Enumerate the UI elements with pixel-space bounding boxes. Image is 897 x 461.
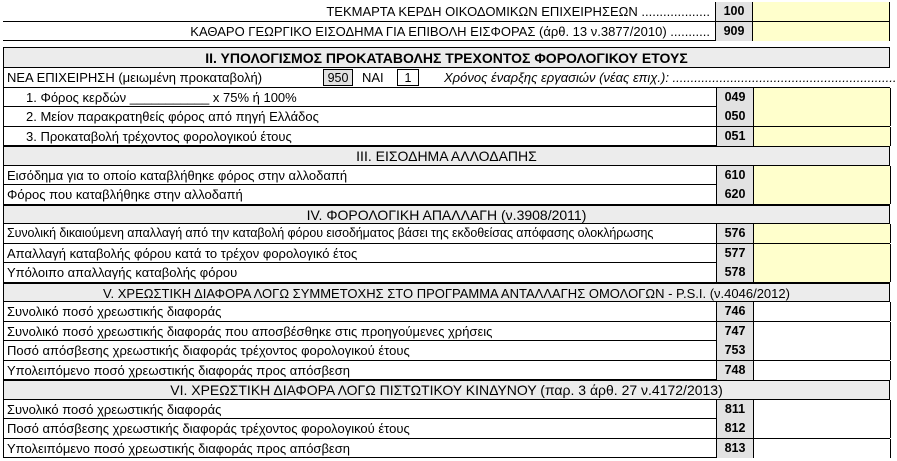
field-code: 753 (716, 341, 754, 360)
item-row-576 (3, 224, 890, 244)
field-code: 577 (716, 244, 754, 263)
row-label: Ποσό απόσβεσης χρεωστικής διαφοράς τρέχοντος φορολογικού έτους (7, 343, 410, 358)
amount-input-049[interactable] (754, 88, 891, 107)
field-code: 610 (716, 166, 754, 185)
item-row-812 (3, 419, 890, 439)
field-code: 620 (716, 185, 754, 204)
amount-input-578[interactable] (754, 263, 891, 282)
field-code: 747 (716, 322, 754, 341)
row-909 (3, 22, 890, 42)
section-title: VI. ΧΡΕΩΣΤΙΚΗ ΔΙΑΦΟΡΑ ΛΟΓΩ ΠΙΣΤΩΤΙΚΟΥ ΚΙΝΔΥΝΟΥ (παρ. 3 άρθ. 27 ν.4172/2013) (170, 382, 723, 398)
start-date-label: Χρόνος έναρξης εργασιών (νέας επιχ.): .............................................................. (444, 70, 897, 85)
row-label: Συνολικό ποσό χρεωστικής διαφοράς (7, 304, 222, 319)
amount-input-813[interactable] (754, 439, 891, 458)
field-code: 578 (716, 263, 754, 282)
row-label: ΚΑΘΑΡΟ ΓΕΩΡΓΙΚΟ ΕΙΣΟΔΗΜΑ ΓΙΑ ΕΠΙΒΟΛΗ ΕΙΣΦΟΡΑΣ (άρθ. 13 ν.3877/2010) ........... (190, 23, 710, 39)
item-row-610 (3, 166, 890, 186)
field-code: 748 (716, 361, 754, 380)
new-business-row (3, 68, 897, 88)
item-row-578 (3, 263, 890, 283)
field-code: 950 (323, 69, 353, 86)
yes-label: ΝΑΙ (362, 70, 384, 85)
row-label: 2. Μείον παρακρατηθείς φόρος από πηγή Ελλάδος (26, 109, 319, 124)
row-100 (3, 2, 890, 22)
amount-input-576[interactable] (754, 224, 891, 243)
item-row-051 (3, 127, 890, 147)
field-code: 051 (716, 127, 754, 146)
item-row-049 (3, 88, 890, 108)
amount-input-812[interactable] (754, 419, 891, 438)
item-row-577 (3, 244, 890, 264)
section-title: IV. ΦΟΡΟΛΟΓΙΚΗ ΑΠΑΛΛΑΓΗ (ν.3908/2011) (306, 206, 587, 223)
section-title: ΙΙ. ΥΠΟΛΟΓΙΣΜΟΣ ΠΡΟΚΑΤΑΒΟΛΗΣ ΤΡΕΧΟΝΤΟΣ ΦΟΡΟΛΟΓΙΚΟΥ ΕΤΟΥΣ (205, 50, 688, 66)
row-label: Υπόλοιπο απαλλαγής καταβολής φόρου (7, 265, 238, 280)
section-header (3, 205, 890, 225)
row-label: Συνολική δικαιούμενη απαλλαγή από την καταβολή φόρου εισοδήματος βάσει της εκδοθείσας απόφασης ολοκλήρωσης (7, 226, 654, 240)
amount-input-577[interactable] (754, 244, 891, 263)
item-row-050 (3, 107, 890, 127)
row-label: 3. Προκαταβολή τρέχοντος φορολογικού έτους (26, 128, 292, 144)
item-row-620 (3, 185, 890, 205)
amount-input-051[interactable] (754, 127, 891, 146)
item-row-811 (3, 400, 890, 420)
amount-input-746[interactable] (754, 302, 891, 321)
field-code: 049 (716, 88, 754, 107)
amount-input-748[interactable] (754, 361, 891, 380)
amount-input-747[interactable] (754, 322, 891, 341)
row-label: ΤΕΚΜΑΡΤΑ ΚΕΡΔΗ ΟΙΚΟΔΟΜΙΚΩΝ ΕΠΙΧΕΙΡΗΣΕΩΝ ................... (326, 4, 710, 19)
row-label: Υπολειπόμενο ποσό χρεωστικής διαφοράς προς απόσβεση (7, 362, 350, 378)
field-code: 746 (716, 302, 754, 321)
row-label: Ποσό απόσβεσης χρεωστικής διαφοράς τρέχοντος φορολογικού έτους (7, 421, 410, 436)
section-title: ΙΙΙ. ΕΙΣΟΔΗΜΑ ΑΛΛΟΔΑΠΗΣ (356, 148, 537, 164)
item-row-813 (3, 439, 890, 459)
field-code: 909 (715, 22, 753, 41)
section-header (3, 283, 890, 303)
amount-input-811[interactable] (754, 400, 891, 419)
row-label: Εισόδημα για το οποίο καταβλήθηκε φόρος στην αλλοδαπή (7, 167, 348, 183)
item-row-753 (3, 341, 890, 361)
amount-input-050[interactable] (754, 107, 891, 126)
row-label: Απαλλαγή καταβολής φόρου κατά το τρέχον φορολογικό έτος (7, 245, 358, 261)
new-business-label: ΝΕΑ ΕΠΙΧΕΙΡΗΣΗ (μειωμένη προκαταβολή) (7, 70, 263, 85)
row-label: Φόρος που καταβλήθηκε στην αλλοδαπή (7, 187, 243, 202)
amount-input-620[interactable] (754, 185, 891, 204)
field-code: 100 (715, 2, 753, 21)
field-code: 813 (716, 439, 754, 458)
field-code: 576 (716, 224, 754, 243)
row-label: Συνολικό ποσό χρεωστικής διαφοράς που αποσβέσθηκε στις προηγούμενες χρήσεις (7, 323, 493, 339)
row-label: Συνολικό ποσό χρεωστικής διαφοράς (7, 401, 222, 417)
item-row-747 (3, 322, 890, 342)
section-header (3, 146, 890, 166)
yes-checkbox[interactable]: 1 (397, 69, 419, 86)
section-title: V. ΧΡΕΩΣΤΙΚΗ ΔΙΑΦΟΡΑ ΛΟΓΩ ΣΥΜΜΕΤΟΧΗΣ ΣΤΟ ΠΡΟΓΡΑΜΜΑ ΑΝΤΑΛΛΑΓΗΣ ΟΜΟΛΟΓΩΝ - P.S.I. (ν.4046/2012) (103, 285, 790, 301)
item-row-746 (3, 302, 890, 322)
amount-input-100[interactable] (753, 2, 890, 21)
amount-input-753[interactable] (754, 341, 891, 360)
field-code: 050 (716, 107, 754, 126)
section-header (3, 47, 890, 68)
tax-form (3, 2, 897, 458)
row-label: 1. Φόρος κερδών ___________ x 75% ή 100% (26, 89, 297, 105)
section-header (3, 380, 890, 400)
field-code: 811 (716, 400, 754, 419)
amount-input-610[interactable] (754, 166, 891, 185)
row-label: Υπολειπόμενο ποσό χρεωστικής διαφοράς προς απόσβεση (7, 440, 350, 456)
field-code: 812 (716, 419, 754, 438)
amount-input-909[interactable] (753, 22, 890, 41)
item-row-748 (3, 361, 890, 381)
